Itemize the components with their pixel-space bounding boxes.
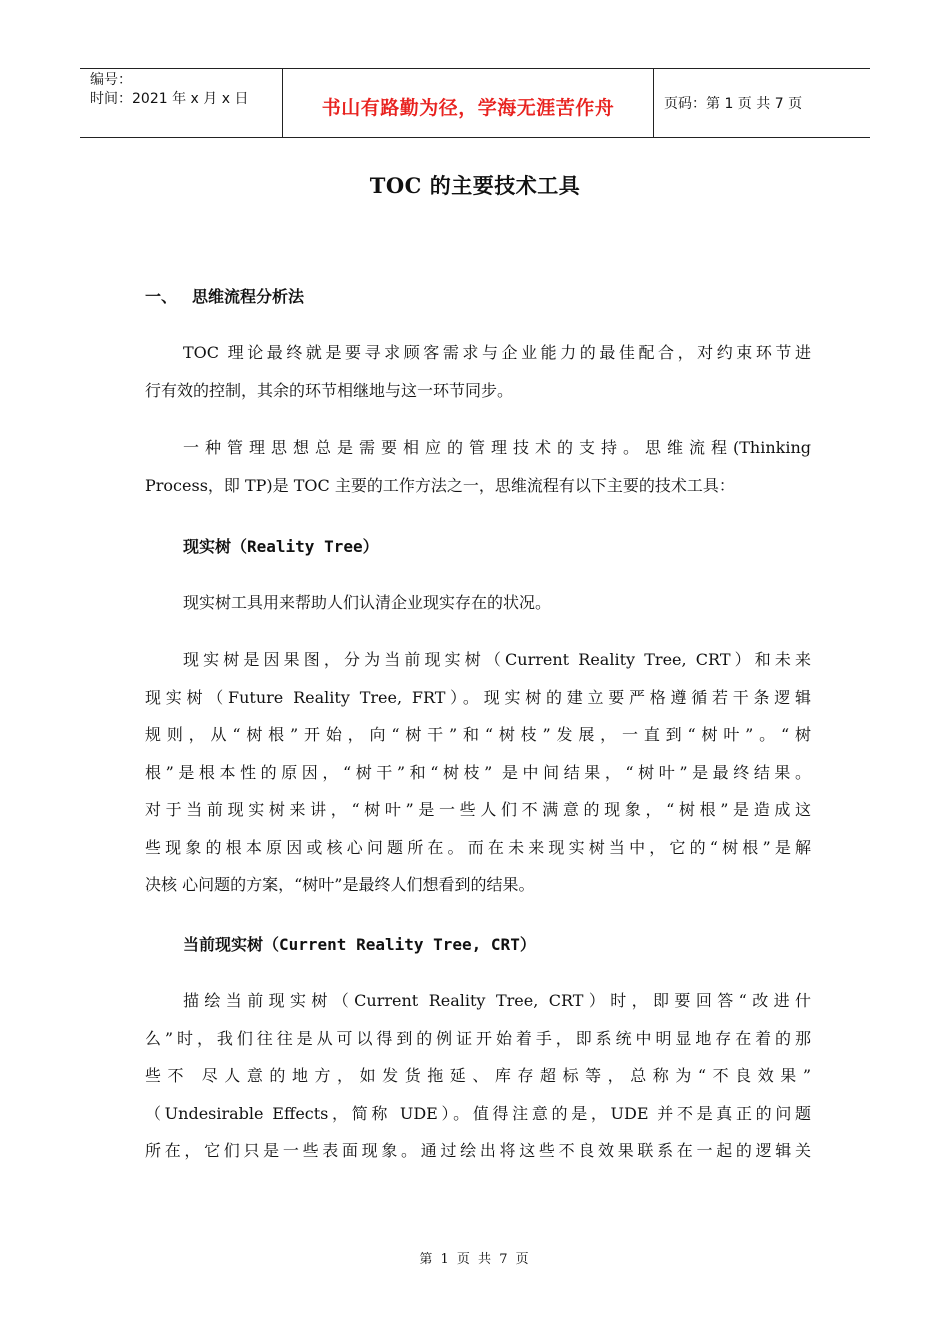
section-heading xyxy=(145,284,304,307)
paragraph-line: 现实树是因果图，分为当前现实树（Current Reality Tree, CRT）和未来 xyxy=(183,650,811,669)
paragraph-toc-theory xyxy=(145,334,811,409)
paragraph-line: 些现象的根本原因或核心问题所在。而在未来现实树当中，它的“树根”是解 xyxy=(145,837,811,857)
paragraph-line: 么”时，我们往往是从可以得到的例证开始着手，即系统中明显地存在着的那 xyxy=(145,1028,811,1048)
paragraph-line: 现实树（Future Reality Tree, FRT）。现实树的建立要严格遵循若干条逻辑 xyxy=(145,687,811,707)
paragraph-reality-tree-purpose xyxy=(145,584,811,622)
header-table xyxy=(80,68,870,138)
section-heading-text: 思维流程分析法 xyxy=(192,287,305,306)
subheading-current-reality-tree: 当前现实树（Current Reality Tree, CRT） xyxy=(183,935,536,954)
paragraph-line: 一种管理思想总是需要相应的管理技术的支持。思维流程(Thinking xyxy=(183,438,811,457)
paragraph-line: 规则，从“树根”开始，向“树干”和“树枝”发展，一直到“树叶”。“树 xyxy=(145,725,811,744)
document-time-label: 时间：2021 年 x 月 x 日 xyxy=(90,91,249,107)
header-right-cell xyxy=(654,69,870,137)
paragraph-current-reality-tree xyxy=(145,982,811,1170)
paragraph-thinking-process xyxy=(145,429,811,504)
paragraph-line: 行有效的控制，其余的环节相继地与这一环节同步。 xyxy=(145,380,514,400)
document-number-label: 编号： xyxy=(90,72,132,88)
header-left-cell xyxy=(80,69,282,137)
header-motto: 书山有路勤为径，学海无涯苦作舟 xyxy=(321,96,615,119)
subheading-reality-tree: 现实树（Reality Tree） xyxy=(183,537,379,556)
paragraph-line: TOC 理论最终就是要寻求顾客需求与企业能力的最佳配合，对约束环节进 xyxy=(183,343,811,362)
document-title: TOC 的主要技术工具 xyxy=(369,173,581,198)
paragraph-line: 现实树工具用来帮助人们认清企业现实存在的状况。 xyxy=(183,593,552,612)
paragraph-line: 根”是根本性的原因，“树干”和“树枝” 是中间结果，“树叶”是最终结果。 xyxy=(145,762,811,782)
paragraph-line: （Undesirable Effects，简称 UDE）。值得注意的是，UDE 并不是真正的问题 xyxy=(145,1103,811,1123)
paragraph-line: 决核 心问题的方案，“树叶”是最终人们想看到的结果。 xyxy=(145,875,535,894)
header-page-info: 页码：第 1 页 共 7 页 xyxy=(664,96,803,112)
section-number: 一、 xyxy=(145,287,178,306)
paragraph-line: 对于当前现实树来讲，“树叶”是一些人们不满意的现象，“树根”是造成这 xyxy=(145,800,811,819)
header-middle-cell xyxy=(282,69,654,137)
paragraph-line: 些不 尽人意的地方，如发货拖延、库存超标等，总称为“不良效果” xyxy=(145,1066,811,1085)
paragraph-line: Process，即 TP)是 TOC 主要的工作方法之一，思维流程有以下主要的技术工具： xyxy=(145,475,735,495)
page-footer: 第 1 页 共 7 页 xyxy=(419,1252,531,1267)
paragraph-line: 所在，它们只是一些表面现象。通过绘出将这些不良效果联系在一起的逻辑关 xyxy=(145,1141,811,1160)
paragraph-reality-tree-description xyxy=(145,641,811,904)
paragraph-line: 描绘当前现实树（Current Reality Tree, CRT）时，即要回答“改进什 xyxy=(183,991,811,1010)
